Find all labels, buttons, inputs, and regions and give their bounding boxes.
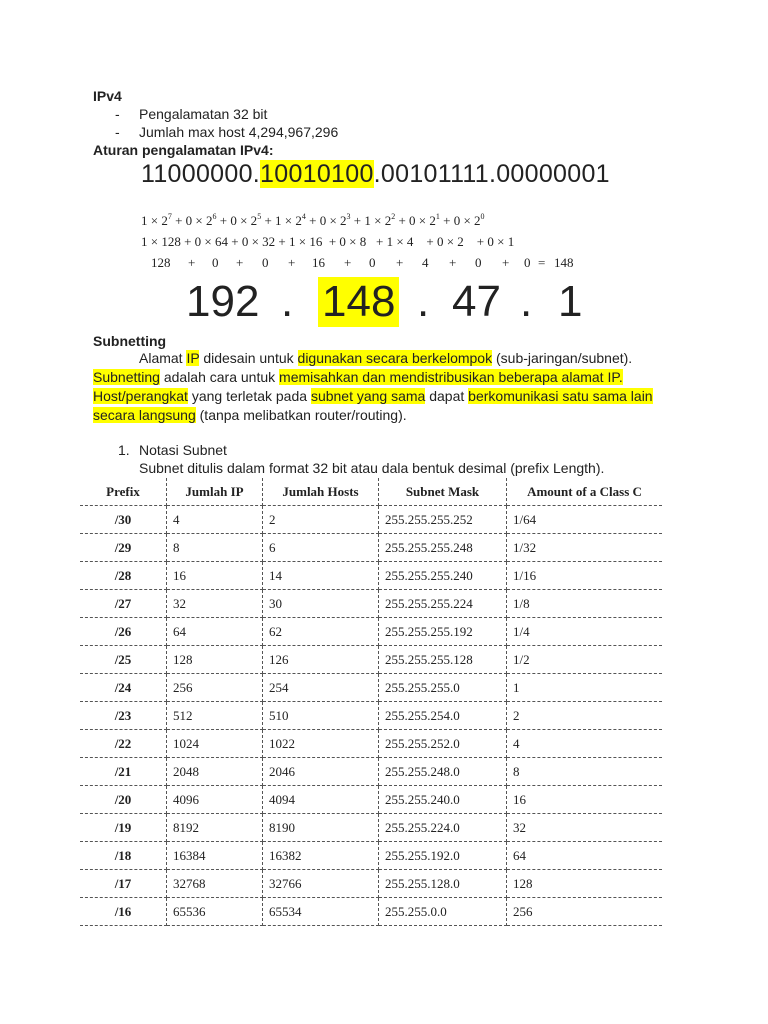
cell-jumlah-ip: 4096 — [167, 786, 263, 814]
table-header-row — [80, 478, 662, 506]
header-prefix: Prefix — [80, 478, 167, 506]
cell-amount-class-c: 1/32 — [507, 534, 663, 562]
cell-jumlah-hosts: 254 — [263, 674, 379, 702]
table-row — [80, 506, 662, 534]
cell-subnet-mask: 255.255.192.0 — [379, 842, 507, 870]
cell-jumlah-ip: 64 — [167, 618, 263, 646]
bullet-item: - Jumlah max host 4,294,967,296 — [115, 124, 339, 140]
table-row — [80, 590, 662, 618]
cell-jumlah-hosts: 30 — [263, 590, 379, 618]
notation-title: Notasi Subnet — [139, 442, 227, 458]
header-jumlah-ip: Jumlah IP — [167, 478, 263, 506]
cell-jumlah-ip: 65536 — [167, 898, 263, 926]
cell-subnet-mask: 255.255.0.0 — [379, 898, 507, 926]
cell-prefix: /29 — [80, 534, 167, 562]
cell-amount-class-c: 1/16 — [507, 562, 663, 590]
cell-prefix: /24 — [80, 674, 167, 702]
cell-jumlah-ip: 512 — [167, 702, 263, 730]
header-jumlah-hosts: Jumlah Hosts — [263, 478, 379, 506]
cell-prefix: /27 — [80, 590, 167, 618]
cell-jumlah-hosts: 6 — [263, 534, 379, 562]
table-row — [80, 618, 662, 646]
cell-prefix: /23 — [80, 702, 167, 730]
cell-jumlah-ip: 8 — [167, 534, 263, 562]
table-row — [80, 758, 662, 786]
bullet-text: Jumlah max host 4,294,967,296 — [139, 124, 339, 140]
bullet-text: Pengalamatan 32 bit — [139, 106, 268, 122]
cell-amount-class-c: 128 — [507, 870, 663, 898]
cell-subnet-mask: 255.255.255.224 — [379, 590, 507, 618]
cell-jumlah-ip: 256 — [167, 674, 263, 702]
cell-subnet-mask: 255.255.240.0 — [379, 786, 507, 814]
cell-amount-class-c: 64 — [507, 842, 663, 870]
cell-prefix: /21 — [80, 758, 167, 786]
decimal-octet-1: 192 — [186, 277, 260, 326]
decimal-octet-4: 1 — [558, 277, 583, 326]
cell-prefix: /17 — [80, 870, 167, 898]
cell-prefix: /28 — [80, 562, 167, 590]
subnetting-paragraph: Alamat IP didesain untuk digunakan secara berkelompok (sub-jaringan/subnet). Subnetting adalah cara untuk memisahkan dan mendistribusikan beberapa alamat IP. Host/perangkat yang terletak pada subnet yang sama dapat berkomunikasi satu sama lain secara langsung (tanpa melibatkan router/routing). — [93, 350, 653, 423]
cell-prefix: /30 — [80, 506, 167, 534]
table-row — [80, 814, 662, 842]
calc-row-products: 1 × 128 + 0 × 64 + 0 × 32 + 1 × 16 + 0 × 8 + 1 × 4 + 0 × 2 + 0 × 1 — [141, 234, 515, 249]
decimal-dot: . — [281, 277, 294, 326]
binary-octet-1: 11000000. — [141, 160, 261, 188]
table-row — [80, 898, 662, 926]
cell-subnet-mask: 255.255.252.0 — [379, 730, 507, 758]
cell-amount-class-c: 8 — [507, 758, 663, 786]
notation-description: Subnet ditulis dalam format 32 bit atau dala bentuk desimal (prefix Length). — [139, 460, 605, 476]
header-subnet-mask: Subnet Mask — [379, 478, 507, 506]
calc-row-sum: 128 + 0 + 0 + 16 + 0 + 4 + 0 + 0 = 148 — [151, 255, 574, 270]
cell-prefix: /18 — [80, 842, 167, 870]
cell-jumlah-ip: 1024 — [167, 730, 263, 758]
binary-octet-2-highlighted: 10010100 — [260, 160, 374, 188]
cell-amount-class-c: 256 — [507, 898, 663, 926]
cell-jumlah-ip: 8192 — [167, 814, 263, 842]
cell-amount-class-c: 1/4 — [507, 618, 663, 646]
table-row — [80, 842, 662, 870]
cell-subnet-mask: 255.255.255.128 — [379, 646, 507, 674]
cell-prefix: /16 — [80, 898, 167, 926]
table-row — [80, 870, 662, 898]
cell-subnet-mask: 255.255.128.0 — [379, 870, 507, 898]
cell-jumlah-hosts: 4094 — [263, 786, 379, 814]
cell-subnet-mask: 255.255.224.0 — [379, 814, 507, 842]
cell-jumlah-hosts: 2046 — [263, 758, 379, 786]
table-row — [80, 534, 662, 562]
cell-jumlah-hosts: 14 — [263, 562, 379, 590]
cell-jumlah-ip: 16384 — [167, 842, 263, 870]
binary-octet-3-4: .00101111.00000001 — [373, 160, 610, 188]
cell-jumlah-hosts: 65534 — [263, 898, 379, 926]
cell-prefix: /25 — [80, 646, 167, 674]
cell-subnet-mask: 255.255.255.0 — [379, 674, 507, 702]
cell-jumlah-hosts: 510 — [263, 702, 379, 730]
cell-jumlah-hosts: 2 — [263, 506, 379, 534]
table-row — [80, 562, 662, 590]
decimal-octet-3: 47 — [452, 277, 501, 326]
subnet-table — [80, 478, 662, 926]
cell-subnet-mask: 255.255.255.240 — [379, 562, 507, 590]
cell-jumlah-hosts: 1022 — [263, 730, 379, 758]
cell-jumlah-hosts: 16382 — [263, 842, 379, 870]
cell-jumlah-ip: 32768 — [167, 870, 263, 898]
decimal-octet-2-highlighted: 148 — [318, 277, 399, 327]
calc-row-powers: $1 \times 2^7 + 0 \times 2^6 + 0 \times 2^5 + 1 \times 2^4 + 0 \times 2^3 + 1 \times 2^2 + 0 \times 2^1 + 0 \times 2^0$ — [141, 212, 485, 228]
cell-prefix: /19 — [80, 814, 167, 842]
table-row — [80, 730, 662, 758]
cell-jumlah-ip: 32 — [167, 590, 263, 618]
cell-amount-class-c: 1/2 — [507, 646, 663, 674]
cell-subnet-mask: 255.255.255.252 — [379, 506, 507, 534]
cell-jumlah-ip: 4 — [167, 506, 263, 534]
table-row — [80, 702, 662, 730]
table-row — [80, 646, 662, 674]
cell-amount-class-c: 32 — [507, 814, 663, 842]
cell-subnet-mask: 255.255.255.192 — [379, 618, 507, 646]
table-row — [80, 674, 662, 702]
rules-heading: Aturan pengalamatan IPv4: — [93, 142, 274, 158]
ipv4-heading: IPv4 — [93, 88, 122, 104]
cell-amount-class-c: 2 — [507, 702, 663, 730]
bullet-item: - Pengalamatan 32 bit — [115, 106, 268, 122]
decimal-dot: . — [520, 277, 533, 326]
cell-prefix: /20 — [80, 786, 167, 814]
cell-jumlah-ip: 2048 — [167, 758, 263, 786]
cell-amount-class-c: 1/64 — [507, 506, 663, 534]
cell-jumlah-hosts: 62 — [263, 618, 379, 646]
cell-jumlah-ip: 16 — [167, 562, 263, 590]
cell-subnet-mask: 255.255.254.0 — [379, 702, 507, 730]
cell-amount-class-c: 1/8 — [507, 590, 663, 618]
cell-subnet-mask: 255.255.248.0 — [379, 758, 507, 786]
cell-amount-class-c: 1 — [507, 674, 663, 702]
cell-jumlah-ip: 128 — [167, 646, 263, 674]
cell-subnet-mask: 255.255.255.248 — [379, 534, 507, 562]
cell-amount-class-c: 16 — [507, 786, 663, 814]
cell-amount-class-c: 4 — [507, 730, 663, 758]
cell-jumlah-hosts: 8190 — [263, 814, 379, 842]
cell-jumlah-hosts: 32766 — [263, 870, 379, 898]
cell-prefix: /26 — [80, 618, 167, 646]
list-number: 1. — [118, 442, 130, 458]
table-row — [80, 786, 662, 814]
subnetting-heading: Subnetting — [93, 333, 167, 349]
decimal-dot: . — [417, 277, 430, 326]
cell-jumlah-hosts: 126 — [263, 646, 379, 674]
cell-prefix: /22 — [80, 730, 167, 758]
binary-address — [141, 160, 610, 189]
header-amount-class-c: Amount of a Class C — [507, 478, 663, 506]
